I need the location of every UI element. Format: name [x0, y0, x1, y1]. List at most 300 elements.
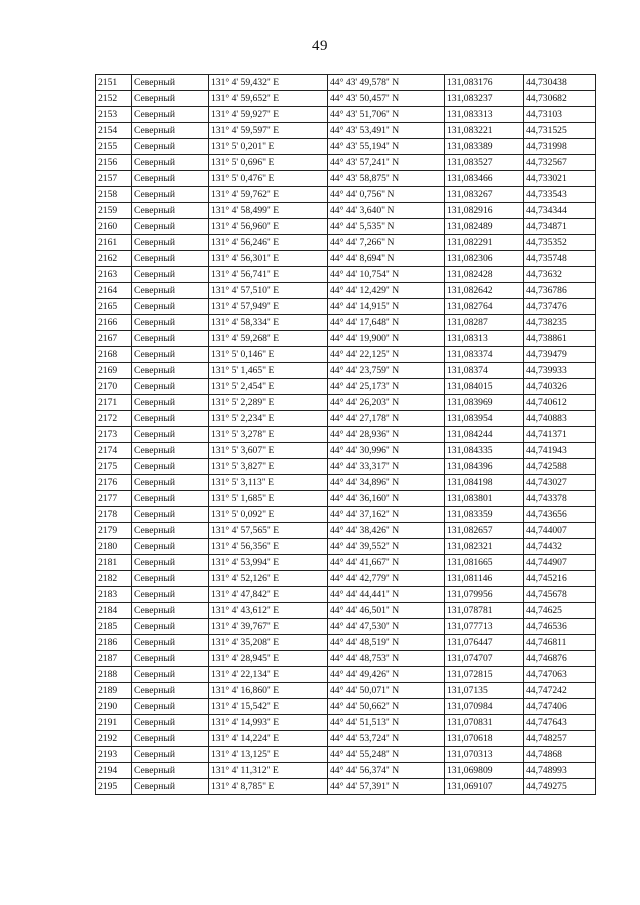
- side-cell: Северный: [132, 443, 209, 459]
- coordinates-table: [95, 74, 596, 795]
- side-cell: Северный: [132, 699, 209, 715]
- latitude-dms-cell: 44° 44' 8,694" N: [328, 251, 445, 267]
- latitude-decimal-cell: 44,747242: [524, 683, 596, 699]
- side-cell: Северный: [132, 171, 209, 187]
- point-number-cell: 2180: [96, 539, 132, 555]
- latitude-decimal-cell: 44,745678: [524, 587, 596, 603]
- table-row: [96, 379, 596, 395]
- point-number-cell: 2182: [96, 571, 132, 587]
- latitude-dms-cell: 44° 43' 51,706" N: [328, 107, 445, 123]
- side-cell: Северный: [132, 139, 209, 155]
- latitude-decimal-cell: 44,740326: [524, 379, 596, 395]
- table-row: [96, 187, 596, 203]
- side-cell: Северный: [132, 155, 209, 171]
- table-row: [96, 315, 596, 331]
- table-row: [96, 475, 596, 491]
- latitude-dms-cell: 44° 44' 26,203" N: [328, 395, 445, 411]
- table-row: [96, 651, 596, 667]
- longitude-dms-cell: 131° 4' 8,785" E: [209, 779, 328, 795]
- side-cell: Северный: [132, 651, 209, 667]
- latitude-decimal-cell: 44,741943: [524, 443, 596, 459]
- latitude-dms-cell: 44° 44' 25,173" N: [328, 379, 445, 395]
- latitude-dms-cell: 44° 44' 7,266" N: [328, 235, 445, 251]
- side-cell: Северный: [132, 283, 209, 299]
- point-number-cell: 2153: [96, 107, 132, 123]
- longitude-decimal-cell: 131,082291: [445, 235, 524, 251]
- latitude-decimal-cell: 44,744007: [524, 523, 596, 539]
- point-number-cell: 2156: [96, 155, 132, 171]
- side-cell: Северный: [132, 203, 209, 219]
- latitude-decimal-cell: 44,743378: [524, 491, 596, 507]
- longitude-decimal-cell: 131,084015: [445, 379, 524, 395]
- latitude-decimal-cell: 44,731525: [524, 123, 596, 139]
- table-row: [96, 539, 596, 555]
- latitude-decimal-cell: 44,746811: [524, 635, 596, 651]
- longitude-dms-cell: 131° 4' 58,334" E: [209, 315, 328, 331]
- longitude-decimal-cell: 131,083527: [445, 155, 524, 171]
- latitude-decimal-cell: 44,735352: [524, 235, 596, 251]
- table-row: [96, 747, 596, 763]
- latitude-decimal-cell: 44,744907: [524, 555, 596, 571]
- point-number-cell: 2161: [96, 235, 132, 251]
- point-number-cell: 2173: [96, 427, 132, 443]
- side-cell: Северный: [132, 315, 209, 331]
- longitude-dms-cell: 131° 5' 0,146" E: [209, 347, 328, 363]
- point-number-cell: 2169: [96, 363, 132, 379]
- latitude-decimal-cell: 44,747406: [524, 699, 596, 715]
- side-cell: Северный: [132, 395, 209, 411]
- longitude-dms-cell: 131° 4' 47,842" E: [209, 587, 328, 603]
- point-number-cell: 2171: [96, 395, 132, 411]
- point-number-cell: 2175: [96, 459, 132, 475]
- side-cell: Северный: [132, 91, 209, 107]
- longitude-decimal-cell: 131,082657: [445, 523, 524, 539]
- longitude-decimal-cell: 131,083954: [445, 411, 524, 427]
- longitude-decimal-cell: 131,083801: [445, 491, 524, 507]
- point-number-cell: 2195: [96, 779, 132, 795]
- latitude-dms-cell: 44° 44' 36,160" N: [328, 491, 445, 507]
- latitude-decimal-cell: 44,731998: [524, 139, 596, 155]
- latitude-decimal-cell: 44,745216: [524, 571, 596, 587]
- point-number-cell: 2176: [96, 475, 132, 491]
- point-number-cell: 2155: [96, 139, 132, 155]
- side-cell: Северный: [132, 555, 209, 571]
- longitude-decimal-cell: 131,084396: [445, 459, 524, 475]
- table-row: [96, 171, 596, 187]
- latitude-decimal-cell: 44,736786: [524, 283, 596, 299]
- longitude-dms-cell: 131° 4' 56,246" E: [209, 235, 328, 251]
- longitude-decimal-cell: 131,083389: [445, 139, 524, 155]
- point-number-cell: 2178: [96, 507, 132, 523]
- table-row: [96, 443, 596, 459]
- latitude-dms-cell: 44° 44' 33,317" N: [328, 459, 445, 475]
- longitude-dms-cell: 131° 4' 22,134" E: [209, 667, 328, 683]
- longitude-decimal-cell: 131,083267: [445, 187, 524, 203]
- table-row: [96, 75, 596, 91]
- table-row: [96, 587, 596, 603]
- latitude-dms-cell: 44° 44' 28,936" N: [328, 427, 445, 443]
- side-cell: Северный: [132, 779, 209, 795]
- longitude-decimal-cell: 131,070618: [445, 731, 524, 747]
- longitude-decimal-cell: 131,082764: [445, 299, 524, 315]
- longitude-dms-cell: 131° 5' 1,685" E: [209, 491, 328, 507]
- side-cell: Северный: [132, 267, 209, 283]
- side-cell: Северный: [132, 619, 209, 635]
- longitude-dms-cell: 131° 4' 11,312" E: [209, 763, 328, 779]
- latitude-dms-cell: 44° 44' 19,900" N: [328, 331, 445, 347]
- latitude-dms-cell: 44° 44' 56,374" N: [328, 763, 445, 779]
- longitude-decimal-cell: 131,084244: [445, 427, 524, 443]
- point-number-cell: 2168: [96, 347, 132, 363]
- longitude-dms-cell: 131° 4' 13,125" E: [209, 747, 328, 763]
- table-row: [96, 251, 596, 267]
- latitude-dms-cell: 44° 44' 23,759" N: [328, 363, 445, 379]
- longitude-dms-cell: 131° 5' 0,696" E: [209, 155, 328, 171]
- point-number-cell: 2162: [96, 251, 132, 267]
- side-cell: Северный: [132, 491, 209, 507]
- side-cell: Северный: [132, 379, 209, 395]
- table-row: [96, 347, 596, 363]
- longitude-dms-cell: 131° 4' 16,860" E: [209, 683, 328, 699]
- coordinates-table-body: [96, 75, 596, 795]
- side-cell: Северный: [132, 747, 209, 763]
- point-number-cell: 2157: [96, 171, 132, 187]
- latitude-decimal-cell: 44,73103: [524, 107, 596, 123]
- longitude-dms-cell: 131° 4' 57,949" E: [209, 299, 328, 315]
- longitude-dms-cell: 131° 4' 39,767" E: [209, 619, 328, 635]
- longitude-dms-cell: 131° 4' 56,741" E: [209, 267, 328, 283]
- longitude-decimal-cell: 131,083359: [445, 507, 524, 523]
- latitude-decimal-cell: 44,73632: [524, 267, 596, 283]
- point-number-cell: 2177: [96, 491, 132, 507]
- point-number-cell: 2165: [96, 299, 132, 315]
- latitude-decimal-cell: 44,746876: [524, 651, 596, 667]
- table-row: [96, 763, 596, 779]
- longitude-dms-cell: 131° 5' 3,278" E: [209, 427, 328, 443]
- point-number-cell: 2172: [96, 411, 132, 427]
- point-number-cell: 2186: [96, 635, 132, 651]
- side-cell: Северный: [132, 475, 209, 491]
- point-number-cell: 2152: [96, 91, 132, 107]
- side-cell: Северный: [132, 539, 209, 555]
- side-cell: Северный: [132, 427, 209, 443]
- latitude-decimal-cell: 44,74868: [524, 747, 596, 763]
- latitude-decimal-cell: 44,743027: [524, 475, 596, 491]
- longitude-dms-cell: 131° 4' 59,652" E: [209, 91, 328, 107]
- longitude-decimal-cell: 131,07135: [445, 683, 524, 699]
- longitude-decimal-cell: 131,077713: [445, 619, 524, 635]
- point-number-cell: 2160: [96, 219, 132, 235]
- longitude-decimal-cell: 131,083221: [445, 123, 524, 139]
- latitude-dms-cell: 44° 44' 38,426" N: [328, 523, 445, 539]
- latitude-dms-cell: 44° 44' 44,441" N: [328, 587, 445, 603]
- latitude-dms-cell: 44° 44' 57,391" N: [328, 779, 445, 795]
- latitude-dms-cell: 44° 44' 3,640" N: [328, 203, 445, 219]
- latitude-dms-cell: 44° 44' 10,754" N: [328, 267, 445, 283]
- longitude-dms-cell: 131° 4' 15,542" E: [209, 699, 328, 715]
- point-number-cell: 2158: [96, 187, 132, 203]
- table-row: [96, 635, 596, 651]
- latitude-decimal-cell: 44,730682: [524, 91, 596, 107]
- latitude-decimal-cell: 44,733543: [524, 187, 596, 203]
- point-number-cell: 2190: [96, 699, 132, 715]
- latitude-decimal-cell: 44,74432: [524, 539, 596, 555]
- table-row: [96, 459, 596, 475]
- point-number-cell: 2187: [96, 651, 132, 667]
- longitude-dms-cell: 131° 4' 59,927" E: [209, 107, 328, 123]
- latitude-dms-cell: 44° 44' 53,724" N: [328, 731, 445, 747]
- side-cell: Северный: [132, 603, 209, 619]
- latitude-decimal-cell: 44,734344: [524, 203, 596, 219]
- longitude-decimal-cell: 131,08313: [445, 331, 524, 347]
- latitude-decimal-cell: 44,732567: [524, 155, 596, 171]
- point-number-cell: 2192: [96, 731, 132, 747]
- longitude-dms-cell: 131° 4' 59,268" E: [209, 331, 328, 347]
- longitude-decimal-cell: 131,084198: [445, 475, 524, 491]
- side-cell: Северный: [132, 731, 209, 747]
- latitude-decimal-cell: 44,749275: [524, 779, 596, 795]
- side-cell: Северный: [132, 251, 209, 267]
- point-number-cell: 2189: [96, 683, 132, 699]
- latitude-dms-cell: 44° 43' 49,578" N: [328, 75, 445, 91]
- latitude-decimal-cell: 44,746536: [524, 619, 596, 635]
- table-row: [96, 571, 596, 587]
- point-number-cell: 2188: [96, 667, 132, 683]
- point-number-cell: 2154: [96, 123, 132, 139]
- longitude-decimal-cell: 131,070831: [445, 715, 524, 731]
- side-cell: Северный: [132, 763, 209, 779]
- side-cell: Северный: [132, 219, 209, 235]
- latitude-dms-cell: 44° 43' 55,194" N: [328, 139, 445, 155]
- point-number-cell: 2194: [96, 763, 132, 779]
- table-row: [96, 331, 596, 347]
- longitude-decimal-cell: 131,083969: [445, 395, 524, 411]
- side-cell: Северный: [132, 187, 209, 203]
- longitude-dms-cell: 131° 5' 2,289" E: [209, 395, 328, 411]
- latitude-dms-cell: 44° 44' 22,125" N: [328, 347, 445, 363]
- side-cell: Северный: [132, 459, 209, 475]
- table-row: [96, 683, 596, 699]
- table-row: [96, 107, 596, 123]
- point-number-cell: 2183: [96, 587, 132, 603]
- longitude-dms-cell: 131° 5' 1,465" E: [209, 363, 328, 379]
- point-number-cell: 2163: [96, 267, 132, 283]
- latitude-dms-cell: 44° 43' 58,875" N: [328, 171, 445, 187]
- longitude-decimal-cell: 131,081665: [445, 555, 524, 571]
- point-number-cell: 2181: [96, 555, 132, 571]
- longitude-decimal-cell: 131,082306: [445, 251, 524, 267]
- longitude-dms-cell: 131° 5' 2,234" E: [209, 411, 328, 427]
- longitude-dms-cell: 131° 4' 57,565" E: [209, 523, 328, 539]
- latitude-dms-cell: 44° 44' 39,552" N: [328, 539, 445, 555]
- point-number-cell: 2151: [96, 75, 132, 91]
- table-row: [96, 555, 596, 571]
- side-cell: Северный: [132, 107, 209, 123]
- table-row: [96, 123, 596, 139]
- longitude-decimal-cell: 131,08374: [445, 363, 524, 379]
- latitude-dms-cell: 44° 44' 37,162" N: [328, 507, 445, 523]
- longitude-dms-cell: 131° 4' 28,945" E: [209, 651, 328, 667]
- latitude-decimal-cell: 44,734871: [524, 219, 596, 235]
- table-row: [96, 507, 596, 523]
- latitude-dms-cell: 44° 44' 50,662" N: [328, 699, 445, 715]
- longitude-dms-cell: 131° 5' 0,092" E: [209, 507, 328, 523]
- longitude-decimal-cell: 131,083374: [445, 347, 524, 363]
- side-cell: Северный: [132, 235, 209, 251]
- side-cell: Северный: [132, 667, 209, 683]
- longitude-dms-cell: 131° 5' 0,476" E: [209, 171, 328, 187]
- latitude-dms-cell: 44° 44' 48,753" N: [328, 651, 445, 667]
- latitude-decimal-cell: 44,747063: [524, 667, 596, 683]
- longitude-dms-cell: 131° 4' 43,612" E: [209, 603, 328, 619]
- side-cell: Северный: [132, 507, 209, 523]
- table-row: [96, 299, 596, 315]
- longitude-dms-cell: 131° 5' 0,201" E: [209, 139, 328, 155]
- latitude-dms-cell: 44° 44' 46,501" N: [328, 603, 445, 619]
- longitude-decimal-cell: 131,082489: [445, 219, 524, 235]
- latitude-decimal-cell: 44,74625: [524, 603, 596, 619]
- table-row: [96, 731, 596, 747]
- latitude-decimal-cell: 44,730438: [524, 75, 596, 91]
- latitude-dms-cell: 44° 44' 50,071" N: [328, 683, 445, 699]
- longitude-dms-cell: 131° 4' 58,499" E: [209, 203, 328, 219]
- longitude-decimal-cell: 131,082916: [445, 203, 524, 219]
- table-row: [96, 235, 596, 251]
- latitude-dms-cell: 44° 44' 48,519" N: [328, 635, 445, 651]
- latitude-decimal-cell: 44,739933: [524, 363, 596, 379]
- table-row: [96, 491, 596, 507]
- latitude-decimal-cell: 44,737476: [524, 299, 596, 315]
- longitude-decimal-cell: 131,079956: [445, 587, 524, 603]
- side-cell: Северный: [132, 523, 209, 539]
- table-row: [96, 427, 596, 443]
- latitude-dms-cell: 44° 44' 34,896" N: [328, 475, 445, 491]
- latitude-dms-cell: 44° 44' 30,996" N: [328, 443, 445, 459]
- longitude-decimal-cell: 131,069107: [445, 779, 524, 795]
- side-cell: Северный: [132, 571, 209, 587]
- longitude-dms-cell: 131° 4' 57,510" E: [209, 283, 328, 299]
- table-row: [96, 523, 596, 539]
- side-cell: Северный: [132, 123, 209, 139]
- longitude-dms-cell: 131° 5' 3,607" E: [209, 443, 328, 459]
- longitude-decimal-cell: 131,083237: [445, 91, 524, 107]
- longitude-decimal-cell: 131,070984: [445, 699, 524, 715]
- longitude-decimal-cell: 131,082428: [445, 267, 524, 283]
- latitude-decimal-cell: 44,742588: [524, 459, 596, 475]
- longitude-decimal-cell: 131,083176: [445, 75, 524, 91]
- table-row: [96, 603, 596, 619]
- longitude-decimal-cell: 131,08287: [445, 315, 524, 331]
- longitude-decimal-cell: 131,070313: [445, 747, 524, 763]
- longitude-dms-cell: 131° 4' 59,432" E: [209, 75, 328, 91]
- longitude-decimal-cell: 131,081146: [445, 571, 524, 587]
- latitude-decimal-cell: 44,733021: [524, 171, 596, 187]
- latitude-dms-cell: 44° 44' 12,429" N: [328, 283, 445, 299]
- table-row: [96, 267, 596, 283]
- point-number-cell: 2166: [96, 315, 132, 331]
- page-number: 49: [312, 38, 328, 54]
- longitude-decimal-cell: 131,072815: [445, 667, 524, 683]
- latitude-decimal-cell: 44,738861: [524, 331, 596, 347]
- latitude-decimal-cell: 44,738235: [524, 315, 596, 331]
- latitude-dms-cell: 44° 44' 17,648" N: [328, 315, 445, 331]
- table-row: [96, 779, 596, 795]
- table-row: [96, 363, 596, 379]
- latitude-dms-cell: 44° 44' 42,779" N: [328, 571, 445, 587]
- longitude-dms-cell: 131° 4' 35,208" E: [209, 635, 328, 651]
- table-row: [96, 219, 596, 235]
- longitude-dms-cell: 131° 4' 56,960" E: [209, 219, 328, 235]
- point-number-cell: 2179: [96, 523, 132, 539]
- latitude-dms-cell: 44° 44' 47,530" N: [328, 619, 445, 635]
- longitude-dms-cell: 131° 4' 59,762" E: [209, 187, 328, 203]
- latitude-decimal-cell: 44,747643: [524, 715, 596, 731]
- latitude-dms-cell: 44° 44' 49,426" N: [328, 667, 445, 683]
- side-cell: Северный: [132, 587, 209, 603]
- point-number-cell: 2174: [96, 443, 132, 459]
- table-row: [96, 619, 596, 635]
- longitude-decimal-cell: 131,082642: [445, 283, 524, 299]
- latitude-dms-cell: 44° 44' 0,756" N: [328, 187, 445, 203]
- point-number-cell: 2159: [96, 203, 132, 219]
- side-cell: Северный: [132, 363, 209, 379]
- latitude-dms-cell: 44° 44' 41,667" N: [328, 555, 445, 571]
- latitude-dms-cell: 44° 44' 14,915" N: [328, 299, 445, 315]
- longitude-dms-cell: 131° 4' 14,224" E: [209, 731, 328, 747]
- latitude-decimal-cell: 44,739479: [524, 347, 596, 363]
- latitude-dms-cell: 44° 43' 53,491" N: [328, 123, 445, 139]
- longitude-dms-cell: 131° 4' 53,994" E: [209, 555, 328, 571]
- point-number-cell: 2185: [96, 619, 132, 635]
- table-row: [96, 715, 596, 731]
- longitude-dms-cell: 131° 4' 52,126" E: [209, 571, 328, 587]
- side-cell: Северный: [132, 683, 209, 699]
- latitude-decimal-cell: 44,743656: [524, 507, 596, 523]
- latitude-decimal-cell: 44,748993: [524, 763, 596, 779]
- longitude-dms-cell: 131° 5' 3,113" E: [209, 475, 328, 491]
- longitude-dms-cell: 131° 4' 56,356" E: [209, 539, 328, 555]
- side-cell: Северный: [132, 411, 209, 427]
- table-row: [96, 155, 596, 171]
- latitude-dms-cell: 44° 44' 27,178" N: [328, 411, 445, 427]
- longitude-dms-cell: 131° 4' 14,993" E: [209, 715, 328, 731]
- latitude-decimal-cell: 44,741371: [524, 427, 596, 443]
- table-row: [96, 203, 596, 219]
- latitude-dms-cell: 44° 44' 55,248" N: [328, 747, 445, 763]
- point-number-cell: 2191: [96, 715, 132, 731]
- side-cell: Северный: [132, 347, 209, 363]
- longitude-dms-cell: 131° 5' 3,827" E: [209, 459, 328, 475]
- longitude-dms-cell: 131° 4' 59,597" E: [209, 123, 328, 139]
- longitude-decimal-cell: 131,074707: [445, 651, 524, 667]
- latitude-dms-cell: 44° 43' 57,241" N: [328, 155, 445, 171]
- longitude-decimal-cell: 131,069809: [445, 763, 524, 779]
- side-cell: Северный: [132, 75, 209, 91]
- point-number-cell: 2184: [96, 603, 132, 619]
- table-row: [96, 395, 596, 411]
- table-row: [96, 139, 596, 155]
- table-row: [96, 699, 596, 715]
- longitude-decimal-cell: 131,083313: [445, 107, 524, 123]
- point-number-cell: 2164: [96, 283, 132, 299]
- longitude-decimal-cell: 131,084335: [445, 443, 524, 459]
- longitude-decimal-cell: 131,082321: [445, 539, 524, 555]
- longitude-decimal-cell: 131,078781: [445, 603, 524, 619]
- side-cell: Северный: [132, 331, 209, 347]
- longitude-decimal-cell: 131,083466: [445, 171, 524, 187]
- point-number-cell: 2193: [96, 747, 132, 763]
- latitude-decimal-cell: 44,735748: [524, 251, 596, 267]
